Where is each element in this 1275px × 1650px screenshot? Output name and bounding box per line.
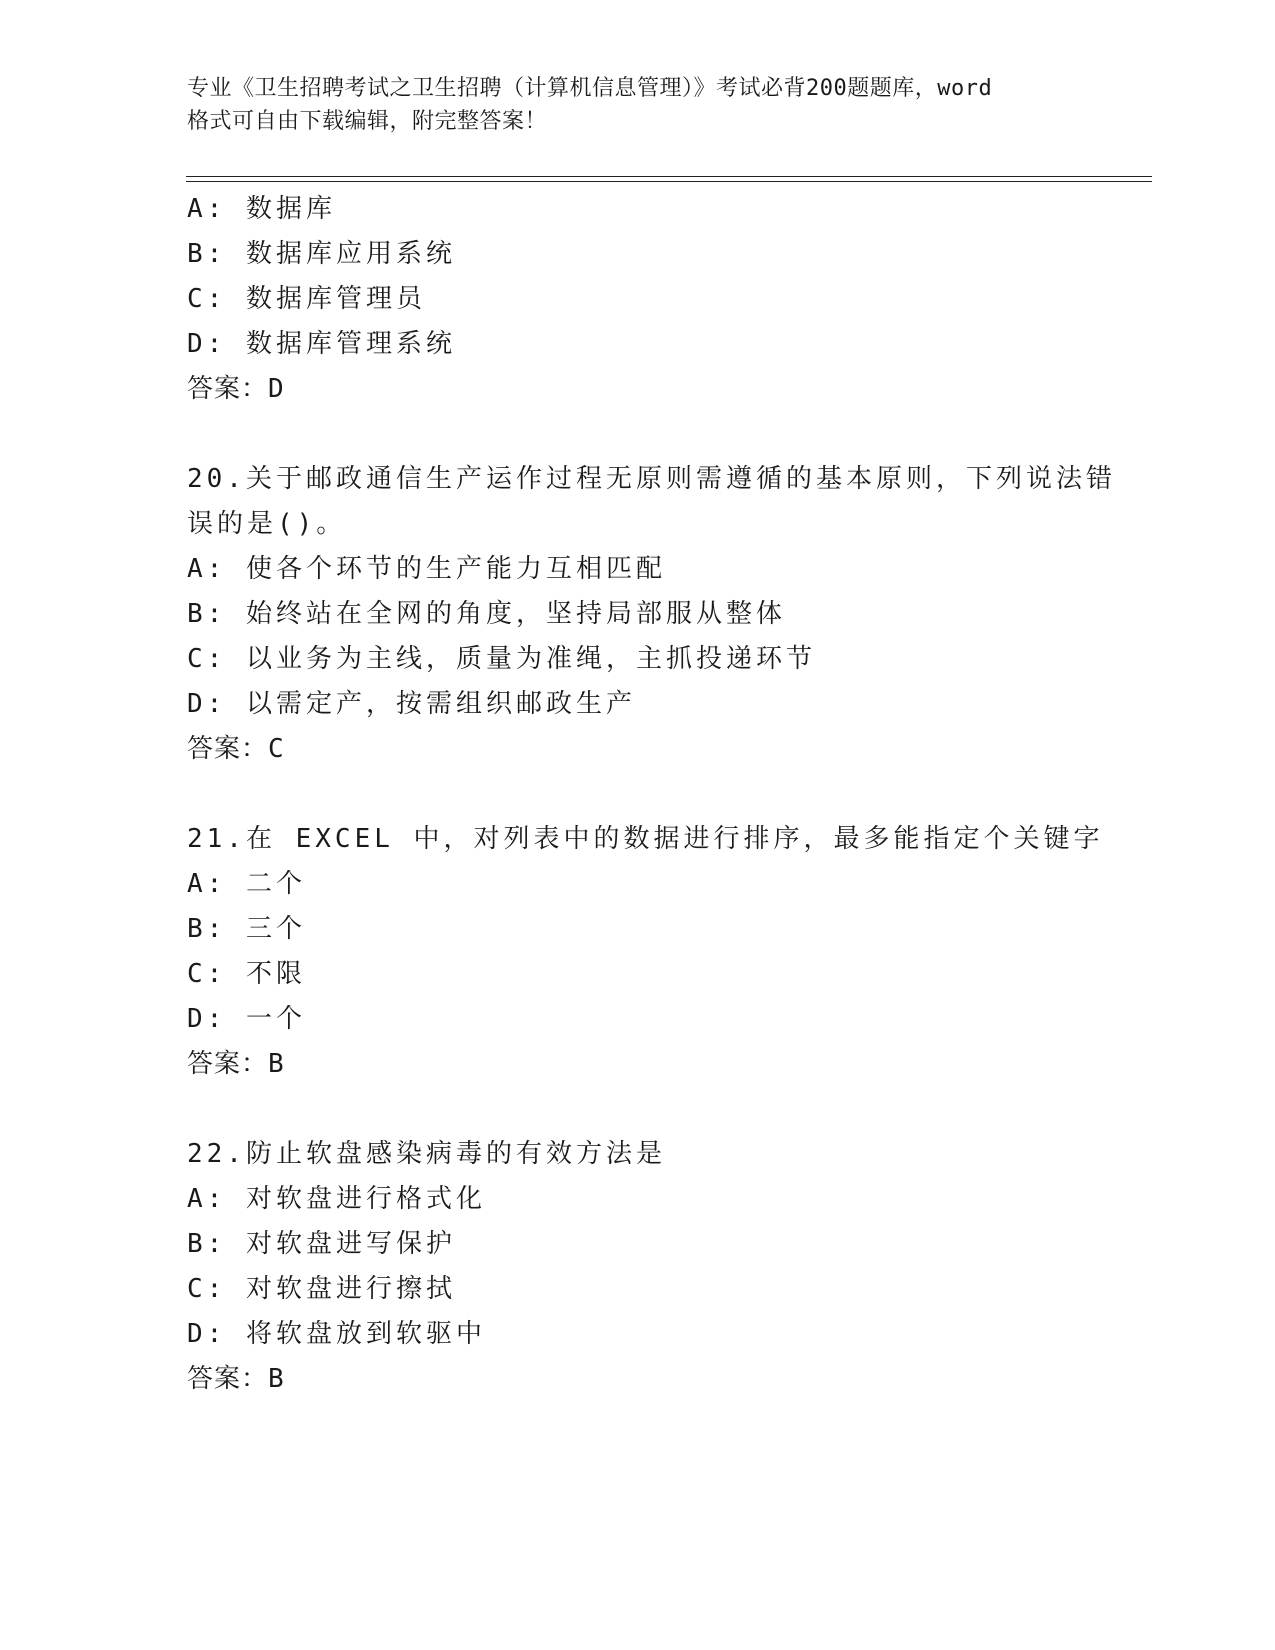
option-c: C: 对软盘进行擦拭 (187, 1274, 456, 1304)
option-c: C: 数据库管理员 (187, 284, 426, 314)
question-stem: 22.防止软盘感染病毒的有效方法是 (187, 1139, 666, 1169)
option-d: D: 数据库管理系统 (187, 329, 456, 359)
header-rule-top (186, 176, 1152, 177)
answer: 答案：B (187, 1049, 285, 1079)
option-a: A: 对软盘进行格式化 (187, 1184, 486, 1214)
option-a: A: 使各个环节的生产能力互相匹配 (187, 554, 666, 584)
option-b: B: 始终站在全网的角度，坚持局部服从整体 (187, 599, 786, 629)
option-a: A: 数据库 (187, 194, 336, 224)
question-stem: 21.在 EXCEL 中，对列表中的数据进行排序，最多能指定个关键字 (187, 824, 1104, 854)
option-d: D: 以需定产，按需组织邮政生产 (187, 689, 636, 719)
option-b: B: 数据库应用系统 (187, 239, 456, 269)
option-d: D: 一个 (187, 1004, 306, 1034)
option-c: C: 以业务为主线，质量为准绳，主抓投递环节 (187, 644, 816, 674)
answer: 答案：B (187, 1364, 285, 1394)
option-d: D: 将软盘放到软驱中 (187, 1319, 486, 1349)
option-b: B: 三个 (187, 914, 306, 944)
question-stem-continued: 误的是()。 (187, 509, 347, 539)
header-rule-bottom (186, 181, 1152, 182)
header-line-1: 专业《卫生招聘考试之卫生招聘（计算机信息管理）》考试必背200题题库，word (187, 76, 993, 101)
option-c: C: 不限 (187, 959, 306, 989)
header-line-2: 格式可自由下载编辑，附完整答案！ (187, 109, 548, 134)
question-stem: 20.关于邮政通信生产运作过程无原则需遵循的基本原则，下列说法错 (187, 464, 1116, 494)
option-b: B: 对软盘进写保护 (187, 1229, 456, 1259)
document-header (187, 72, 1087, 138)
answer: 答案：D (187, 374, 285, 404)
option-a: A: 二个 (187, 869, 306, 899)
answer: 答案：C (187, 734, 285, 764)
